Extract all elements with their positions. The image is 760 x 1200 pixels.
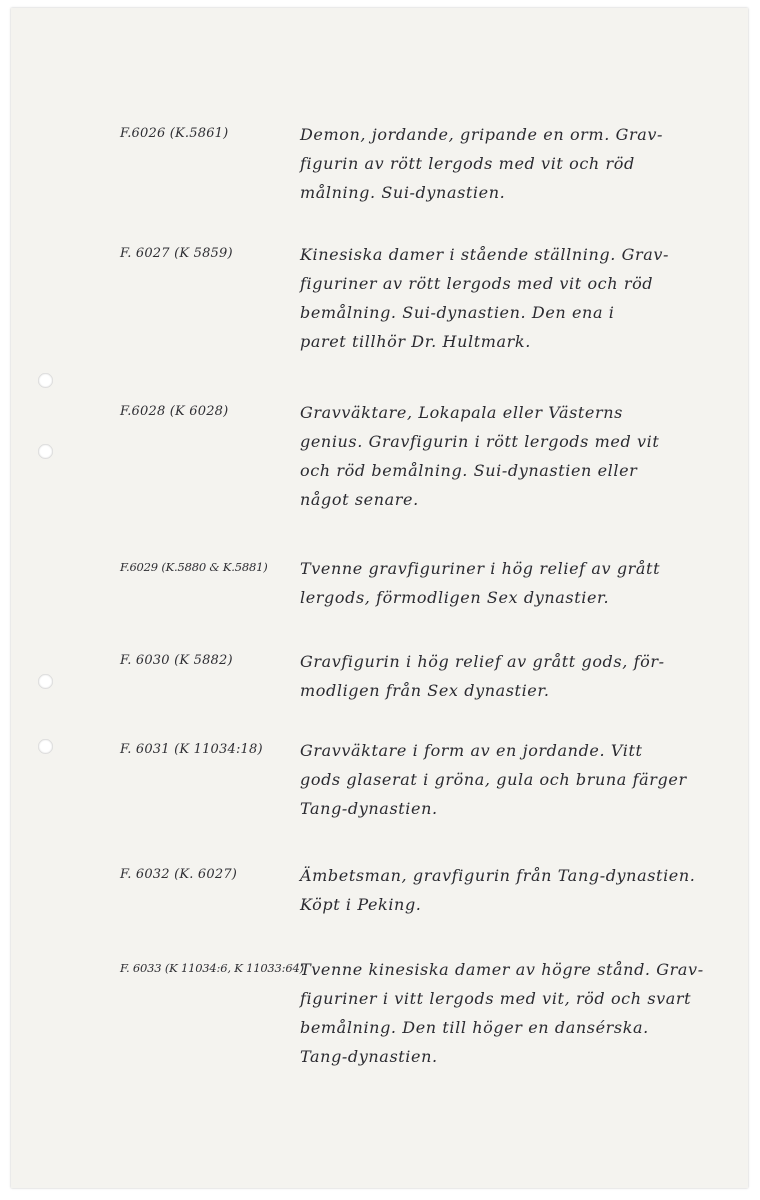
description-line: bemålning. Sui-dynastien. Den ena i bbox=[300, 303, 615, 322]
description-line: genius. Gravfigurin i rött lergods med vit bbox=[300, 432, 660, 451]
description-line: lergods, förmodligen Sex dynastier. bbox=[300, 588, 610, 607]
description-line: Tvenne kinesiska damer av högre stånd. Grav- bbox=[300, 960, 704, 979]
entry-id: F.6026 (K.5861) bbox=[120, 126, 229, 141]
description-line: Kinesiska damer i stående ställning. Grav- bbox=[300, 245, 669, 264]
description-line: något senare. bbox=[300, 490, 419, 509]
entry-id: F. 6032 (K. 6027) bbox=[120, 867, 238, 882]
entry-description bbox=[300, 736, 740, 823]
entry-description bbox=[300, 861, 740, 919]
punch-hole-bottom bbox=[38, 739, 53, 754]
description-line: Köpt i Peking. bbox=[300, 895, 422, 914]
entry-description bbox=[300, 955, 740, 1071]
entry-description bbox=[300, 554, 740, 612]
description-line: figuriner av rött lergods med vit och röd bbox=[300, 274, 654, 293]
description-line: Ämbetsman, gravfigurin från Tang-dynastien. bbox=[300, 866, 696, 885]
description-line: paret tillhör Dr. Hultmark. bbox=[300, 332, 531, 351]
description-line: Gravfigurin i hög relief av grått gods, för- bbox=[300, 652, 665, 671]
entry-description bbox=[300, 240, 740, 356]
description-line: målning. Sui-dynastien. bbox=[300, 183, 506, 202]
description-line: Tang-dynastien. bbox=[300, 799, 438, 818]
entry-id: F.6029 (K.5880 & K.5881) bbox=[120, 560, 268, 574]
description-line: Gravväktare, Lokapala eller Västerns bbox=[300, 403, 623, 422]
entry-id: F. 6027 (K 5859) bbox=[120, 246, 233, 261]
description-line: bemålning. Den till höger en dansérska. bbox=[300, 1018, 649, 1037]
punch-hole-middle-upper bbox=[38, 444, 53, 459]
description-line: och röd bemålning. Sui-dynastien eller bbox=[300, 461, 638, 480]
description-line: modligen från Sex dynastier. bbox=[300, 681, 550, 700]
entry-id: F. 6031 (K 11034:18) bbox=[120, 742, 263, 757]
description-line: Tang-dynastien. bbox=[300, 1047, 438, 1066]
entry-description bbox=[300, 120, 740, 207]
punch-hole-middle-lower bbox=[38, 674, 53, 689]
entry-description bbox=[300, 647, 740, 705]
description-line: Gravväktare i form av en jordande. Vitt bbox=[300, 741, 643, 760]
entry-id: F. 6030 (K 5882) bbox=[120, 653, 233, 668]
punch-hole-top bbox=[38, 373, 53, 388]
description-line: gods glaserat i gröna, gula och bruna färger bbox=[300, 770, 687, 789]
description-line: Demon, jordande, gripande en orm. Grav- bbox=[300, 125, 663, 144]
description-line: Tvenne gravfiguriner i hög relief av grått bbox=[300, 559, 661, 578]
entry-description bbox=[300, 398, 740, 514]
entry-id: F.6028 (K 6028) bbox=[120, 404, 229, 419]
description-line: figuriner i vitt lergods med vit, röd och svart bbox=[300, 989, 692, 1008]
description-line: figurin av rött lergods med vit och röd bbox=[300, 154, 635, 173]
entry-id: F. 6033 (K 11034:6, K 11033:64) bbox=[120, 961, 304, 975]
